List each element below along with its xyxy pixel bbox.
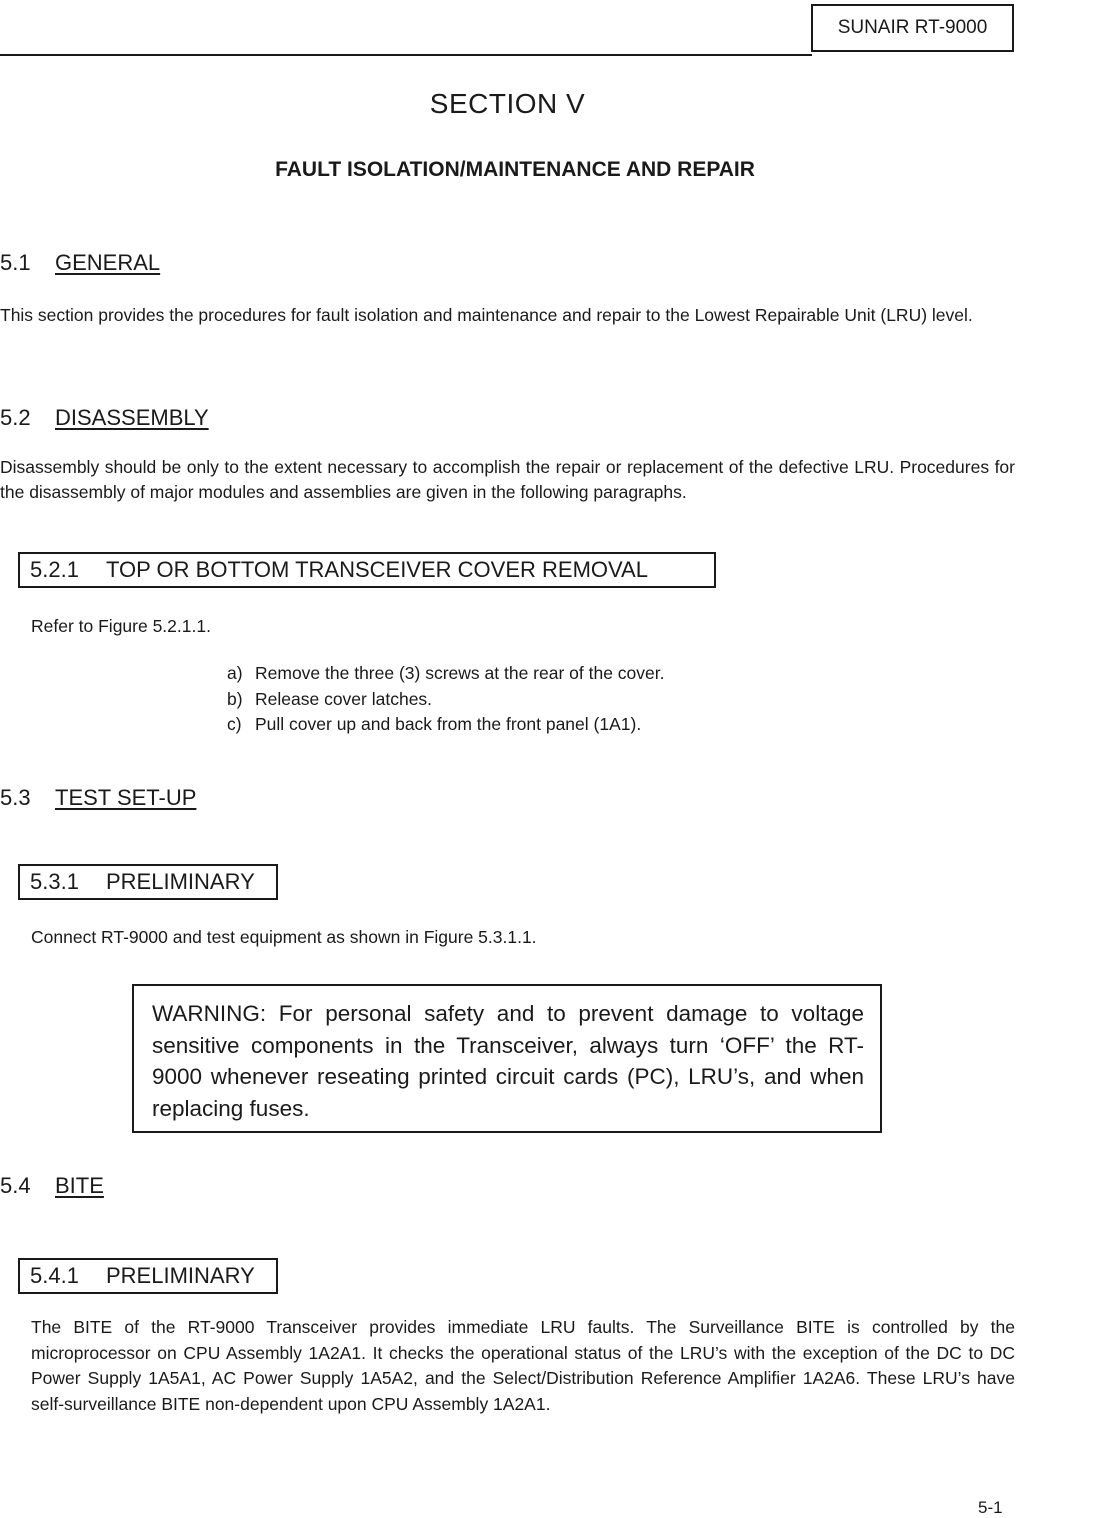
list-item: c) Pull cover up and back from the front panel (1A1). bbox=[227, 714, 642, 734]
header-rule bbox=[0, 54, 812, 56]
subheading-number: 5.2.1 bbox=[30, 557, 79, 582]
procedure-steps bbox=[227, 661, 665, 738]
heading-number: 5.4 bbox=[0, 1173, 31, 1198]
subheading-box-5-4-1 bbox=[18, 1258, 278, 1294]
section-subtitle: FAULT ISOLATION/MAINTENANCE AND REPAIR bbox=[275, 158, 755, 181]
paragraph-disassembly: Disassembly should be only to the extent necessary to accomplish the repair or replacement of the defective LRU. Procedures for the disassembly of major modules and assemblies are given in the following paragraphs. bbox=[0, 457, 1015, 502]
list-item: b) Release cover latches. bbox=[227, 688, 433, 709]
heading-5-3 bbox=[0, 785, 196, 811]
document-label-box bbox=[811, 4, 1014, 52]
heading-title: TEST SET-UP bbox=[55, 785, 197, 810]
subheading-box-5-3-1 bbox=[18, 864, 278, 900]
subheading-number: 5.4.1 bbox=[30, 1263, 79, 1288]
heading-5-4 bbox=[0, 1173, 104, 1199]
subheading-box-5-2-1 bbox=[18, 552, 716, 588]
heading-5-2 bbox=[0, 405, 209, 431]
subheading-title: TOP OR BOTTOM TRANSCEIVER COVER REMOVAL bbox=[106, 557, 648, 582]
heading-number: 5.3 bbox=[0, 785, 31, 810]
connection-instruction: Connect RT-9000 and test equipment as shown in Figure 5.3.1.1. bbox=[31, 927, 537, 947]
heading-title: GENERAL bbox=[55, 250, 161, 275]
heading-5-1 bbox=[0, 250, 160, 276]
figure-reference: Refer to Figure 5.2.1.1. bbox=[31, 616, 211, 636]
heading-number: 5.2 bbox=[0, 405, 31, 430]
list-item: a) Remove the three (3) screws at the rear of the cover. bbox=[227, 663, 665, 683]
subheading-number: 5.3.1 bbox=[30, 869, 79, 894]
heading-number: 5.1 bbox=[0, 250, 31, 275]
page-number: 5-1 bbox=[978, 1498, 1003, 1517]
section-title: SECTION V bbox=[429, 88, 586, 119]
document-label: SUNAIR RT-9000 bbox=[837, 17, 988, 38]
subheading-title: PRELIMINARY bbox=[106, 869, 255, 894]
paragraph-bite: The BITE of the RT-9000 Transceiver provides immediate LRU faults. The Surveillance BITE is controlled by the microprocessor on CPU Assembly 1A2A1. It checks the operational status of the LRU’s with the exception of the DC to DC Power Supply 1A5A1, AC Power Supply 1A5A2, and the Select/Distribution Reference Amplifier 1A2A6. These LRU’s have self-surveillance BITE non-dependent upon CPU Assembly 1A2A1. bbox=[31, 1317, 1015, 1414]
warning-text: WARNING: For personal safety and to prevent damage to voltage sensitive components in the Transceiver, always turn ‘OFF’ the RT-9000 whenever reseating printed circuit cards (PC), LRU’s, and when replacing fuses. bbox=[152, 1001, 864, 1121]
subheading-title: PRELIMINARY bbox=[106, 1263, 255, 1288]
heading-title: DISASSEMBLY bbox=[55, 405, 209, 430]
warning-box bbox=[132, 984, 882, 1133]
heading-title: BITE bbox=[55, 1173, 104, 1198]
paragraph-general: This section provides the procedures for fault isolation and maintenance and repair to the Lowest Repairable Unit (LRU) level. bbox=[0, 305, 973, 325]
